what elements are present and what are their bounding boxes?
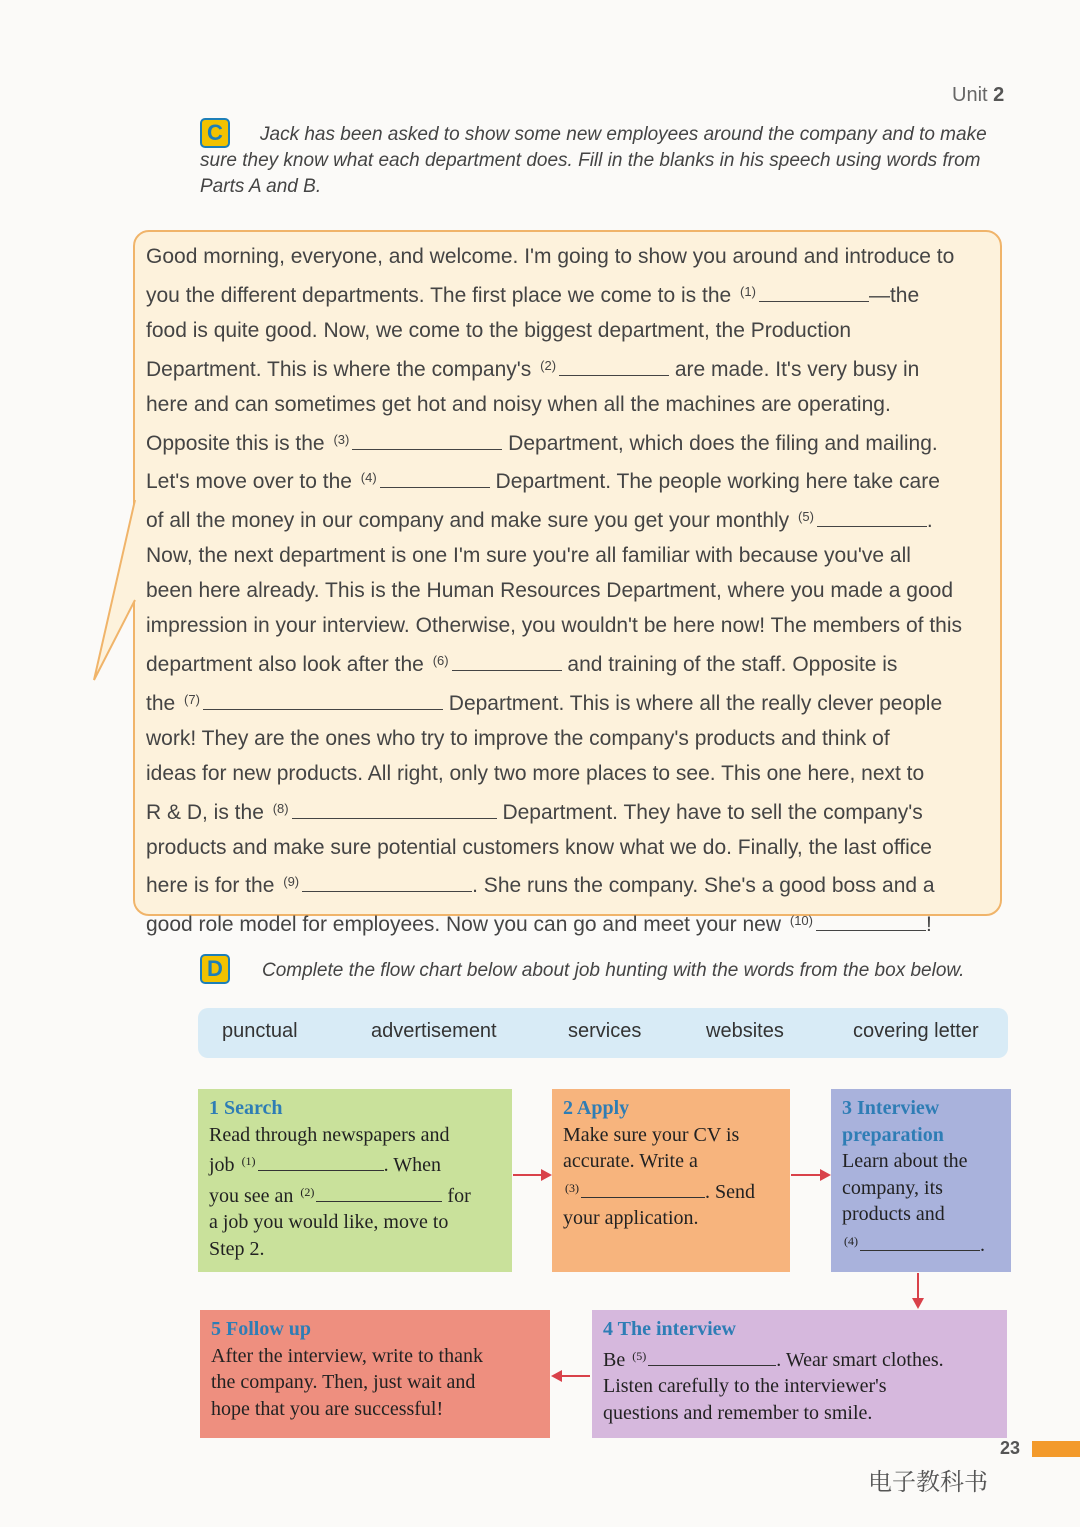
speech-line: work! They are the ones who try to improve the company's products and think of xyxy=(146,726,890,750)
speech-line: you the different departments. The first place we come to is the $^{(1)}$ —the xyxy=(146,275,996,314)
speech-line: been here already. This is the Human Resources Department, where you made a good xyxy=(146,579,954,603)
speech-line: here and can sometimes get hot and noisy when all the machines are operating. xyxy=(146,392,891,416)
watermark: 电子教科书 xyxy=(868,1469,988,1496)
unit-label: Unit 2 xyxy=(952,84,1005,106)
word-box-item: websites xyxy=(706,1020,784,1042)
section-d-instructions: Complete the flow chart below about job hunting with the words from the box below. xyxy=(262,960,965,981)
blank-number: (9) xyxy=(283,874,300,890)
flow-step-title: 1 Search xyxy=(209,1097,283,1119)
blank-number: (5) xyxy=(798,509,814,525)
page-number: 23 xyxy=(1000,1438,1021,1458)
speech-line: good role model for employees. Now you can go and meet your new $^{(10)}$ ! xyxy=(146,904,996,943)
speech-line: R & D, is the $^{(8)}$ Department. They have to sell the company's xyxy=(146,792,996,831)
speech-line: impression in your interview. Otherwise, you wouldn't be here now! The members of this xyxy=(146,614,962,638)
speech-line: Opposite this is the $^{(3)}$ Department, which does the filing and mailing. xyxy=(146,423,996,462)
speech-line: Let's move over to the $^{(4)}$ Department. The people working here take care xyxy=(146,461,996,500)
blank-number: (1) xyxy=(740,283,756,299)
word-box-item: advertisement xyxy=(371,1020,497,1042)
flow-step-apply: 2 Apply Make sure your CV is accurate. Write a $^{(3)}$ . Send your application. xyxy=(552,1089,790,1272)
arrowhead xyxy=(912,1298,924,1309)
speech-line: of all the money in our company and make sure you get your monthly $^{(5)}$ . xyxy=(146,500,996,539)
speech-line: Good morning, everyone, and welcome. I'm going to show you around and introduce to xyxy=(146,245,955,268)
word-box-item: punctual xyxy=(222,1020,298,1042)
flow-step-title: 5 Follow up xyxy=(211,1318,312,1340)
blank-number: (4) xyxy=(360,470,377,486)
speech-line: the $^{(7)}$ Department. This is where all the really clever people xyxy=(146,683,996,722)
blank-number: (3) xyxy=(333,431,350,447)
word-box-item: covering letter xyxy=(853,1020,979,1042)
word-box-item: services xyxy=(568,1020,642,1042)
flow-step-interview-preparation: 3 Interview preparation Learn about the company, its products and $^{(4)}$ . xyxy=(831,1089,1011,1272)
page-number-bar xyxy=(1032,1441,1080,1457)
speech-line: department also look after the $^{(6)}$ and training of the staff. Opposite is xyxy=(146,644,996,683)
blank-number: (10) xyxy=(789,913,813,929)
flow-step-follow-up: 5 Follow up After the interview, write to thank the company. Then, just wait and hope that you are successful! xyxy=(200,1310,550,1438)
flow-step-search: 1 Search Read through newspapers and job $^{(1)}$ . When you see an $^{(2)}$ for a job you would like, move to Step 2. xyxy=(198,1089,512,1272)
blank-number: (7) xyxy=(184,691,200,707)
speech-line: here is for the $^{(9)}$ . She runs the company. She's a good boss and a xyxy=(146,865,996,904)
flow-step-the-interview: 4 The interview Be $^{(5)}$ . Wear smart clothes. Listen carefully to the interviewer's questions and remember to smile. xyxy=(592,1310,1007,1438)
arrowhead xyxy=(551,1370,562,1382)
speech-line: Now, the next department is one I'm sure you're all familiar with because you've all xyxy=(146,544,911,568)
blank-number: (6) xyxy=(432,652,449,668)
blank-number: (2) xyxy=(540,357,557,373)
flow-step-title: 4 The interview xyxy=(603,1318,736,1340)
speech-line: ideas for new products. All right, only two more places to see. This one here, next to xyxy=(146,761,925,785)
section-d-badge: D xyxy=(200,954,230,984)
arrowhead xyxy=(820,1169,831,1181)
blank-number: (8) xyxy=(272,800,289,816)
section-c-badge: C xyxy=(200,118,230,148)
speech-line: products and make sure potential customers know what we do. Finally, the last office xyxy=(146,835,932,859)
arrowhead xyxy=(541,1169,552,1181)
section-c-instructions: Jack has been asked to show some new employees around the company and to make sure they know what each department does. Fill in the blanks in his speech using words from Parts A and B. xyxy=(200,124,987,197)
flow-step-title: 3 Interview xyxy=(842,1097,940,1119)
speech-line: food is quite good. Now, we come to the biggest department, the Production xyxy=(146,318,852,342)
speech-line: Department. This is where the company's $^{(2)}$ are made. It's very busy in xyxy=(146,349,996,388)
flow-step-title: 2 Apply xyxy=(563,1097,630,1119)
